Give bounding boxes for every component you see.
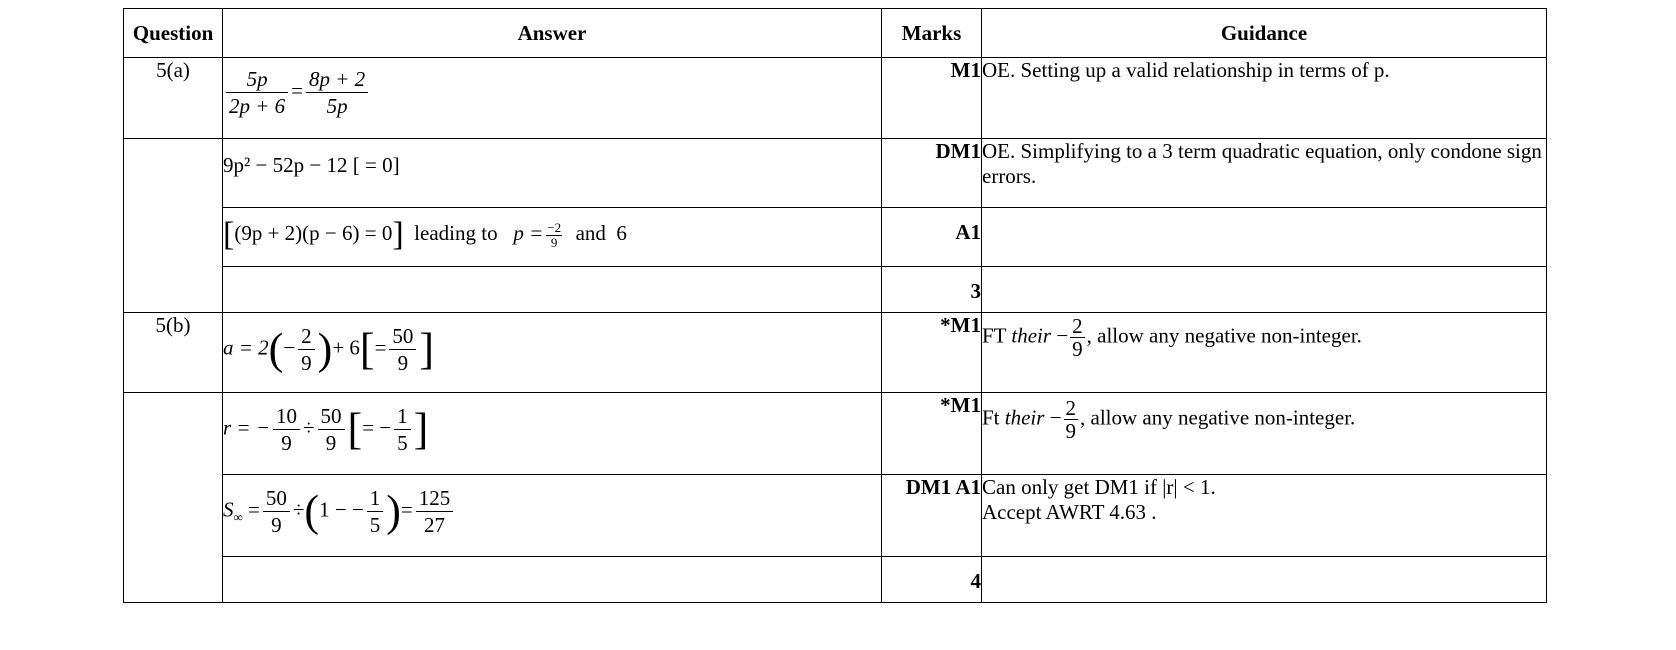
question-label-5a: 5(a) (124, 58, 223, 139)
guidance-cell (982, 267, 1547, 313)
marks-cell: DM1 A1 (882, 475, 982, 557)
guidance-cell (982, 208, 1547, 267)
question-label-5b: 5(b) (124, 313, 223, 393)
marks-cell: M1 (882, 58, 982, 139)
marks-cell: DM1 (882, 139, 982, 208)
header-answer: Answer (223, 9, 882, 58)
answer-cell (223, 475, 882, 557)
guidance-cell: OE. Simplifying to a 3 term quadratic equation, only condone sign errors. (982, 139, 1547, 208)
guidance-cell: FT their − $\frac{2}{9}$ , allow any negative non-integer. (982, 313, 1547, 393)
fraction: $\frac{1}{5}$ (367, 485, 384, 538)
fraction: $\frac{10}{9}$ (273, 403, 300, 456)
fraction: $\frac{-2}{9}$ (547, 219, 562, 250)
answer-cell (223, 267, 882, 313)
mark-scheme-table (123, 8, 1547, 603)
header-guidance: Guidance (982, 9, 1547, 58)
marks-cell: A1 (882, 208, 982, 267)
table-row (124, 393, 1547, 475)
first-term-equation: a = 2(− $\frac{2}{9}$ )+ 6[= $\frac{50}{9}$ ] (223, 324, 435, 375)
question-cell-empty (124, 557, 223, 603)
marks-cell: *M1 (882, 313, 982, 393)
table-row (124, 313, 1547, 393)
table-row (124, 267, 1547, 313)
answer-cell (223, 393, 882, 475)
table-row (124, 58, 1547, 139)
guidance-cell (982, 557, 1547, 603)
guidance-cell: Can only get DM1 if |r| < 1. Accept AWRT 4.63 . (982, 475, 1547, 557)
question-cell-empty (124, 208, 223, 267)
question-cell-empty (124, 267, 223, 313)
table-row (124, 208, 1547, 267)
common-ratio-equation: r = − $\frac{10}{9}$ ÷ $\frac{50}{9}$ [= − $\frac{1}{5}$ ] (223, 404, 429, 455)
answer-cell (223, 208, 882, 267)
question-cell-empty (124, 139, 223, 208)
table-row (124, 139, 1547, 208)
header-question: Question (124, 9, 223, 58)
answer-cell (223, 313, 882, 393)
sum-to-infinity-equation: $S_\infty$ = $\frac{50}{9}$ ÷(1 − − $\frac{1}{5}$ )= $\frac{125}{27}$ (223, 475, 881, 538)
answer-cell (223, 557, 882, 603)
fraction: $\frac{5p}{2p + 6}$ (226, 66, 288, 119)
header-row (124, 9, 1547, 58)
fraction: $\frac{50}{9}$ (263, 485, 290, 538)
total-marks-5a: 3 (882, 267, 982, 313)
fraction: $\frac{1}{5}$ (394, 403, 411, 456)
fraction: $\frac{50}{9}$ (318, 403, 345, 456)
table-row (124, 557, 1547, 603)
answer-cell (223, 139, 882, 208)
fraction: $\frac{2}{9}$ (298, 323, 315, 376)
fraction: $\frac{2}{9}$ (1072, 314, 1083, 361)
fraction: $\frac{50}{9}$ (389, 323, 416, 376)
fraction: $\frac{8p + 2}{5p}$ (306, 66, 368, 119)
answer-cell (223, 58, 882, 139)
fraction: $\frac{125}{27}$ (416, 485, 454, 538)
table-row (124, 475, 1547, 557)
header-marks: Marks (882, 9, 982, 58)
factorised-equation: [(9p + 2)(p − 6) = 0] leading to p = $\frac{-2}{9}$ and 6 (223, 216, 627, 253)
question-cell-empty (124, 475, 223, 557)
question-cell-empty (124, 393, 223, 475)
marks-cell: *M1 (882, 393, 982, 475)
fraction: $\frac{2}{9}$ (1065, 396, 1077, 443)
quadratic-equation: 9p² − 52p − 12 [ = 0] (223, 153, 400, 177)
guidance-cell: OE. Setting up a valid relationship in terms of p. (982, 58, 1547, 139)
guidance-cell: Ft their − $\frac{2}{9}$ , allow any negative non-integer. (982, 393, 1547, 475)
equation-ratio: $\frac{5p}{2p + 6}$ = $\frac{8p + 2}{5p}$ (223, 58, 881, 119)
total-marks-5b: 4 (882, 557, 982, 603)
